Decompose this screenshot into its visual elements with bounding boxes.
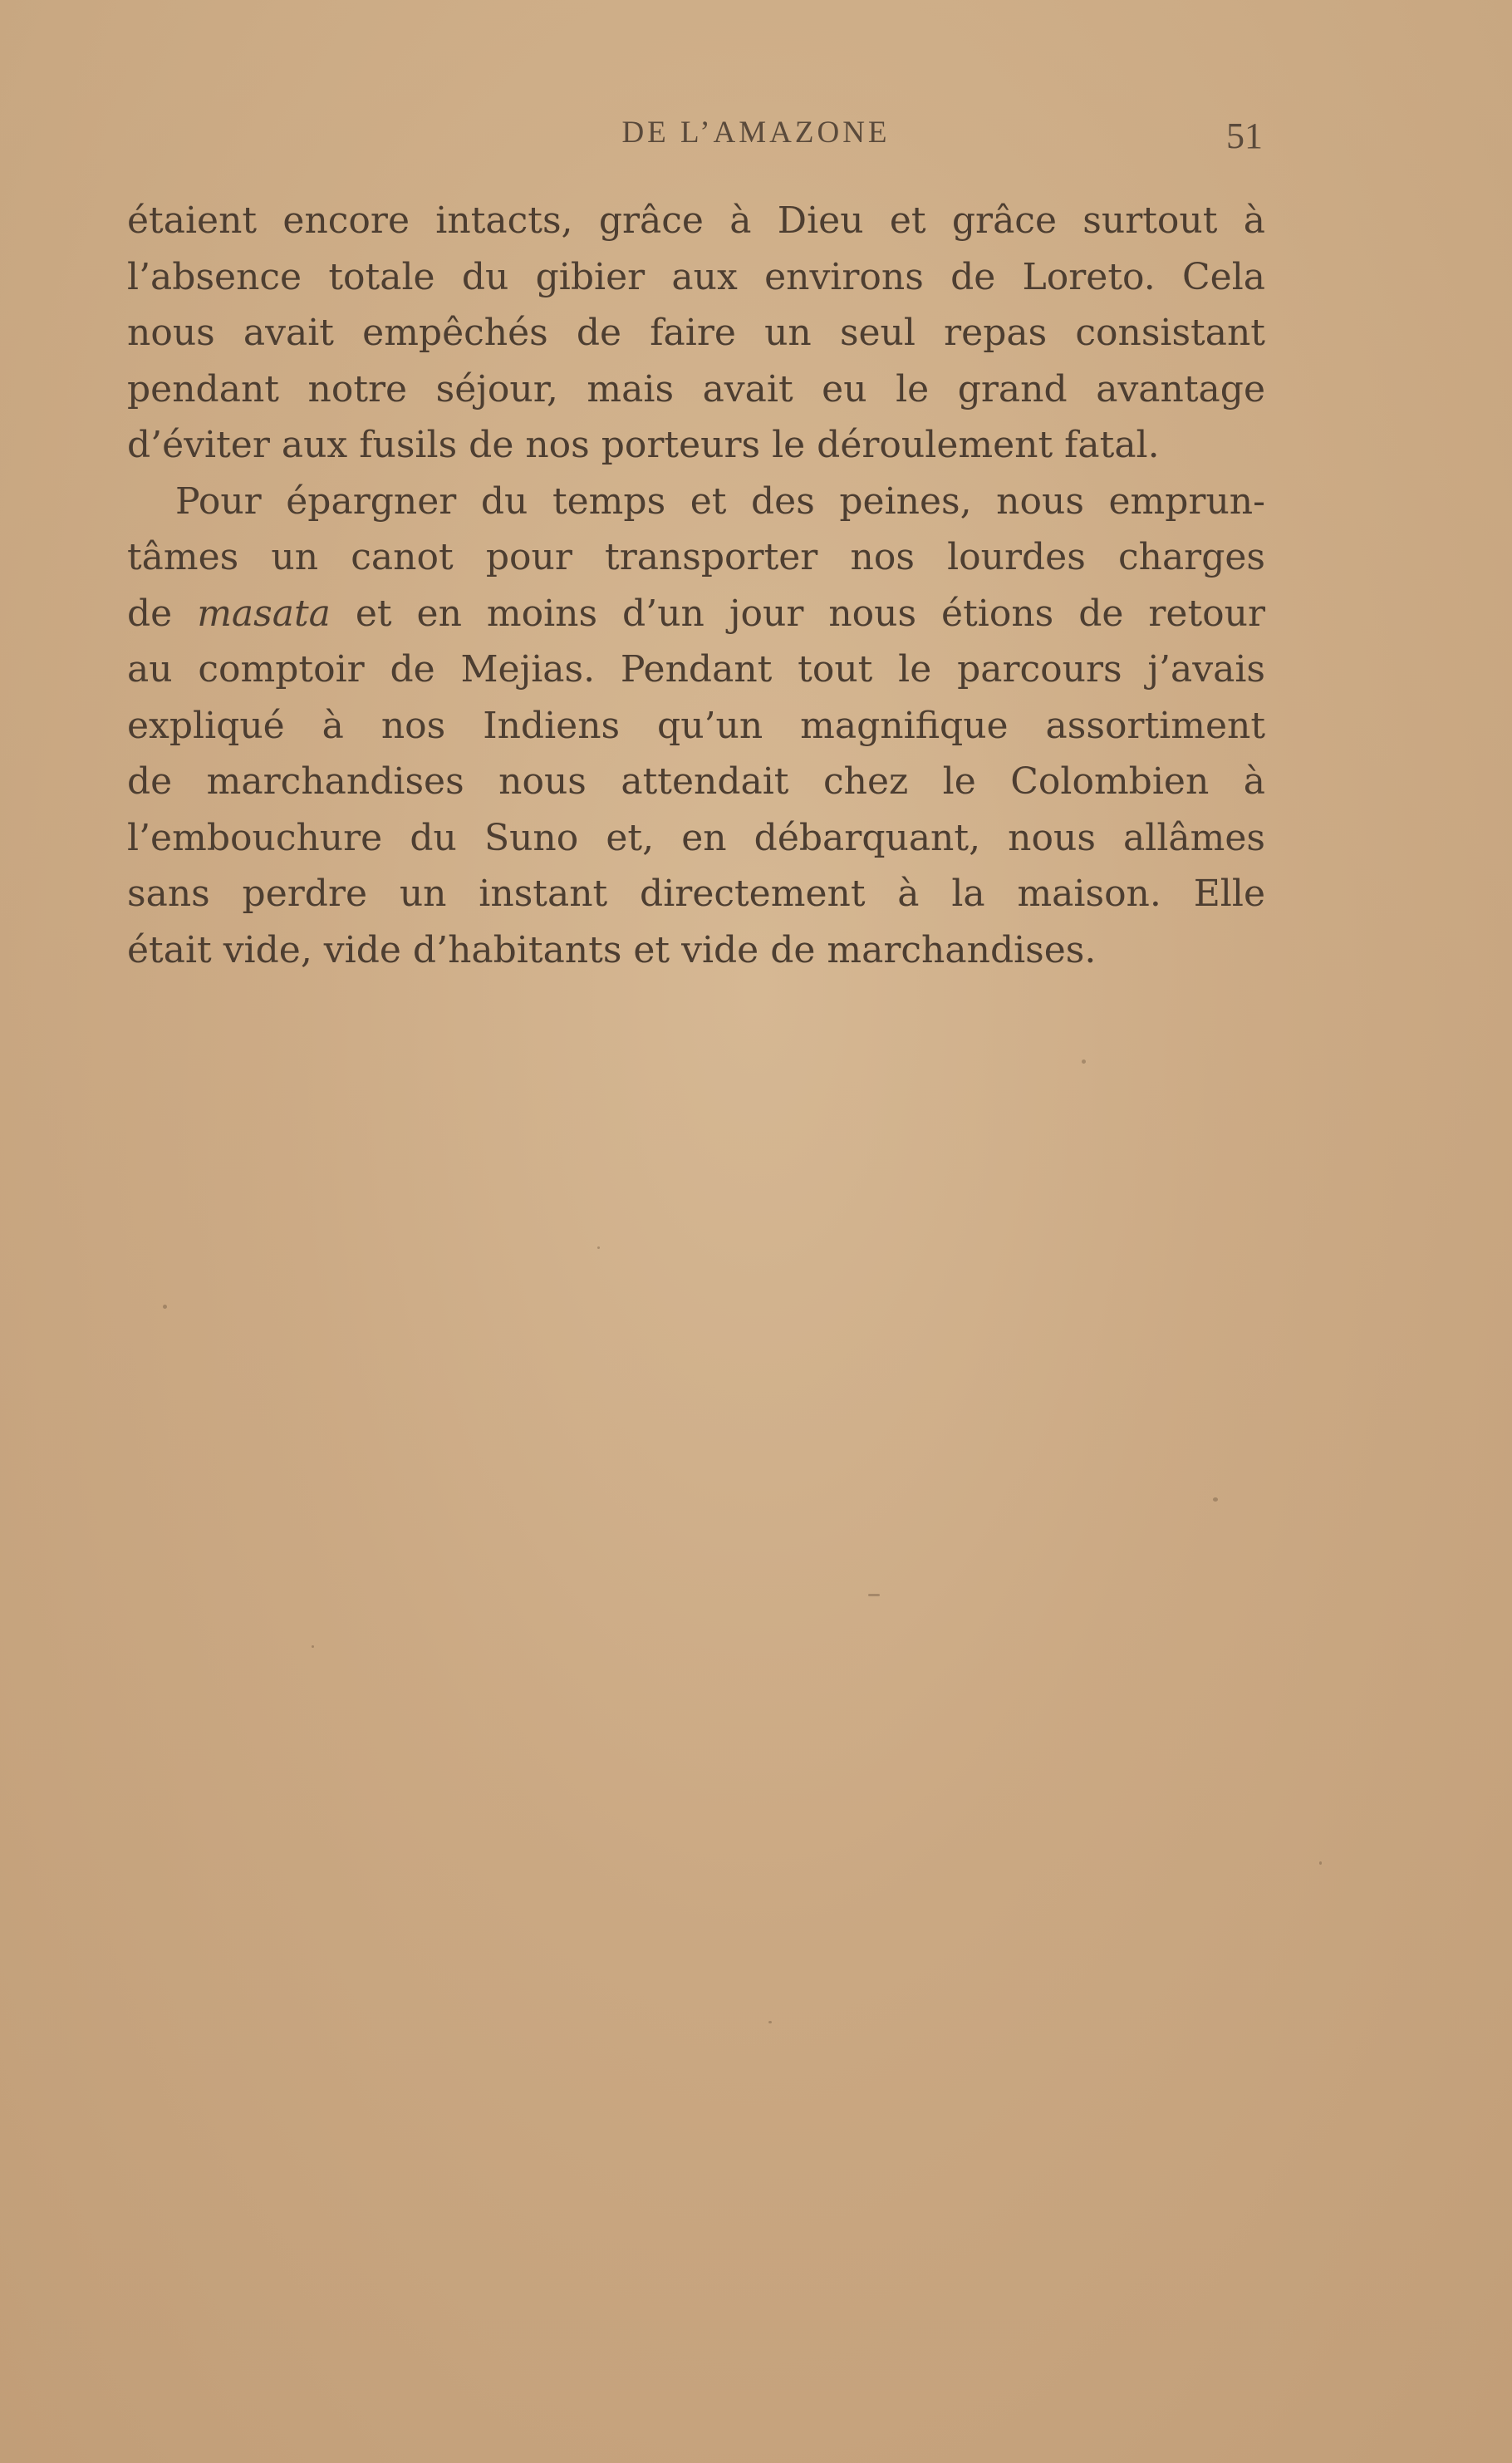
- text-line: pendant notre séjour, mais avait eu le grand avantage: [127, 367, 1265, 410]
- paper-speck: [1213, 1497, 1218, 1502]
- italic-term-masata: masata: [197, 592, 331, 635]
- text-line: était vide, vide d’habitants et vide de marchandises.: [127, 928, 1097, 971]
- text-line: expliqué à nos Indiens qu’un magnifique assortiment: [127, 704, 1265, 747]
- paper-speck: [1319, 1861, 1322, 1865]
- paper-speck: [868, 1594, 880, 1596]
- text-line: l’embouchure du Suno et, en débarquant, nous allâmes: [127, 816, 1265, 859]
- body-text: [127, 193, 1265, 978]
- text-line: l’absence totale du gibier aux environs de Loreto. Cela: [127, 255, 1265, 298]
- running-title: DE L’AMAZONE: [621, 116, 891, 150]
- text-line: Pour épargner du temps et des peines, nous emprun-: [175, 479, 1265, 523]
- paper-speck: [163, 1305, 167, 1309]
- text-line: sans perdre un instant directement à la maison. Elle: [127, 873, 1265, 915]
- text-line: de marchandises nous attendait chez le Colombien à: [127, 760, 1265, 803]
- page-number: 51: [1226, 116, 1263, 156]
- paper-speck: [312, 1645, 314, 1648]
- text-line: étaient encore intacts, grâce à Dieu et grâce surtout à: [127, 199, 1265, 242]
- paper-speck: [597, 1246, 600, 1249]
- text-line: tâmes un canot pour transporter nos lourdes charges: [127, 536, 1265, 578]
- paper-speck: [1082, 1059, 1086, 1064]
- text-segment: et en moins d’un jour nous étions de retour: [330, 592, 1265, 635]
- text-segment: de: [127, 592, 198, 635]
- text-line: d’éviter aux fusils de nos porteurs le déroulement fatal.: [127, 424, 1160, 466]
- text-line-with-italic: [127, 586, 1265, 642]
- paper-speck: [768, 2021, 772, 2023]
- page-header: [0, 115, 1512, 156]
- text-line: nous avait empêchés de faire un seul repas consistant: [127, 312, 1265, 354]
- text-line: au comptoir de Mejias. Pendant tout le parcours j’avais: [127, 648, 1265, 691]
